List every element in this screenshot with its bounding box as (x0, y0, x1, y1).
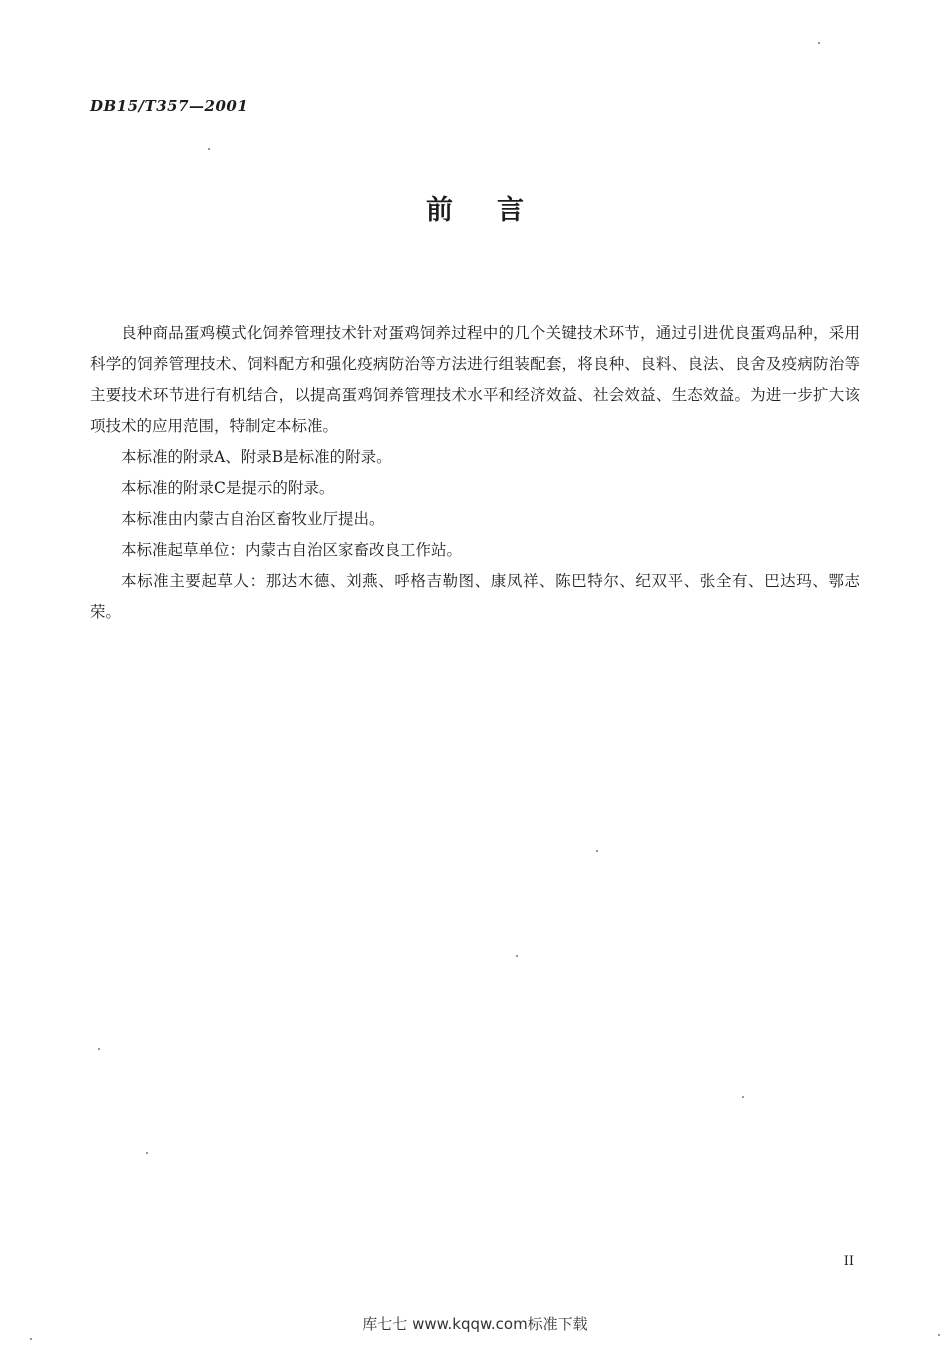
paragraph-appendix-c: 本标准的附录C是提示的附录。 (121, 479, 335, 497)
scan-speck (208, 148, 210, 150)
scan-speck (30, 1338, 32, 1340)
paragraph-intro: 良种商品蛋鸡模式化饲养管理技术针对蛋鸡饲养过程中的几个关键技术环节，通过引进优良蛋鸡品种，采用科学的饲养管理技术、饲料配方和强化疫病防治等方法进行组装配套，将良种、良料、良法、良舍及疫病防治等主要技术环节进行有机结合，以提高蛋鸡饲养管理技术水平和经济效益、社会效益、生态效益。为进一步扩大该项技术的应用范围，特制定本标准。 (90, 324, 860, 435)
scan-speck (742, 1096, 744, 1098)
footer-watermark: 库七七 www.kqqw.com标准下载 (362, 1315, 588, 1333)
scan-speck (938, 1334, 940, 1336)
paragraph-appendix-ab: 本标准的附录A、附录B是标准的附录。 (121, 448, 392, 466)
paragraph-drafters: 本标准主要起草人：那达木德、刘燕、呼格吉勒图、康凤祥、陈巴特尔、纪双平、张全有、巴达玛、鄂志荣。 (90, 572, 860, 621)
scan-speck (818, 42, 820, 44)
scan-speck (516, 955, 518, 957)
paragraph-drafting-unit: 本标准起草单位：内蒙古自治区家畜改良工作站。 (121, 541, 463, 559)
page-title: 前言 (426, 195, 568, 226)
scan-speck (146, 1152, 148, 1154)
scan-speck (596, 850, 598, 852)
document-code: DB15/T357—2001 (90, 97, 249, 115)
scan-speck (98, 1048, 100, 1050)
foreword-body (90, 318, 860, 628)
page-number: II (843, 1254, 854, 1269)
paragraph-proposer: 本标准由内蒙古自治区畜牧业厅提出。 (121, 510, 385, 528)
